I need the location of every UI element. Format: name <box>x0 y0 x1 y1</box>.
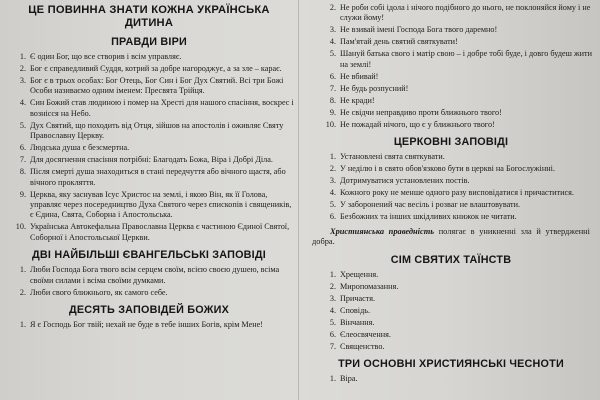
item-text: Не роби собі ідола і нічого подібного до нього, не поклоняйся йому і не служи йому! <box>340 3 591 23</box>
item-number: 9 . <box>10 190 26 200</box>
list-item <box>4 98 294 119</box>
item-text: У неділю і в свято обов'язково бути в церкві на Богослужінні. <box>340 164 555 174</box>
list-item <box>306 164 596 174</box>
list-item <box>4 155 294 165</box>
item-number: 2 . <box>10 64 26 74</box>
list-item <box>4 288 294 298</box>
list-item <box>306 374 596 384</box>
item-text: Віра. <box>340 374 358 384</box>
item-number: 1 . <box>320 270 336 280</box>
item-text: Не пожадай нічого, що є у ближнього твого! <box>340 119 495 129</box>
righteousness-text: полягає в уникненні зла й утвердженні добра. <box>312 226 590 247</box>
list-item <box>4 52 294 62</box>
item-text: Безбожних та інших шкідливих книжок не читати. <box>340 212 517 222</box>
item-number: 2 . <box>10 288 26 298</box>
list-item <box>4 167 294 188</box>
section-title-sacraments: СІМ СВЯТИХ ТАЇНСТВ <box>390 253 512 266</box>
item-text: Українська Автокефальна Православна Церква є частиною Єдиної Святої, Соборної і Апостольської Церкви. <box>30 222 290 242</box>
item-text: Дух Святий, що походить від Отця, зійшов на апостолів і оживляє Святу Православну Церкву. <box>30 120 284 141</box>
item-number: 10 . <box>320 120 336 130</box>
list-item <box>306 282 596 292</box>
item-text: Не будь розпусний! <box>340 83 409 93</box>
item-number: 8 . <box>320 96 336 106</box>
item-number: 4 . <box>10 98 26 108</box>
item-text: Не вбивай! <box>340 71 379 81</box>
item-number: 1 . <box>320 374 336 384</box>
item-number: 2 . <box>320 3 336 13</box>
item-number: 5 . <box>320 49 336 59</box>
item-number: 7 . <box>320 342 336 352</box>
item-number: 3 . <box>320 176 336 186</box>
item-number: 1 . <box>10 52 26 62</box>
document-title: ЦЕ ПОВИННА ЗНАТИ КОЖНА УКРАЇНСЬКА ДИТИНА <box>28 4 270 29</box>
item-text: Пам'ятай день святий святкувати! <box>340 37 458 47</box>
item-text: Не кради! <box>340 95 375 105</box>
item-text: Єлеосвячення. <box>340 329 391 339</box>
item-text: Шануй батька свого і матір свою – і добре тобі буде, і довго будеш жити на землі! <box>340 49 592 69</box>
list-item <box>306 306 596 316</box>
item-number: 5 . <box>10 121 26 131</box>
list-item <box>306 25 596 35</box>
list-item <box>306 330 596 340</box>
item-number: 6 . <box>10 143 26 153</box>
list-item <box>306 176 596 186</box>
sacraments-list <box>306 270 596 352</box>
item-text: Для досягнення спасіння потрібні: Благодать Божа, Віра і Добрі Діла. <box>30 155 273 165</box>
item-text: Хрещення. <box>340 269 379 279</box>
section-title-church: ЦЕРКОВНІ ЗАПОВІДІ <box>393 136 509 149</box>
item-text: Не свідчи неправдиво проти ближнього твого! <box>340 107 502 117</box>
section-title-faith: ПРАВДИ ВІРИ <box>111 36 187 48</box>
item-text: Не взивай імені Господа Бога твого даремно! <box>340 25 498 35</box>
list-item <box>4 76 294 97</box>
list-item <box>4 190 294 221</box>
item-number: 4 . <box>320 306 336 316</box>
left-column <box>4 0 294 400</box>
item-number: 7 . <box>320 84 336 94</box>
item-text: Дотримуватися установлених постів. <box>340 176 470 186</box>
item-number: 6 . <box>320 212 336 222</box>
item-number: 2 . <box>320 164 336 174</box>
item-number: 1 . <box>10 320 26 330</box>
item-text: Син Божий став людиною і помер на Хресті для нашого спасіння, воскрес і вознісся на Небо. <box>30 98 294 118</box>
list-item <box>306 270 596 280</box>
item-text: Бог є справедливий Суддя, котрий за добре нагороджує, а за зле – карає. <box>30 64 282 73</box>
list-item <box>306 84 596 94</box>
item-text: Миропомазання. <box>340 281 399 291</box>
item-text: Вінчання. <box>340 317 375 327</box>
list-item <box>306 212 596 222</box>
item-text: Я є Господь Бог твій; нехай не буде в тебе інших Богів, крім Мене! <box>30 320 263 330</box>
section-title-virtues: ТРИ ОСНОВНІ ХРИСТИЯНСЬКІ ЧЕСНОТИ <box>338 358 564 371</box>
item-number: 1 . <box>10 265 26 275</box>
faith-list <box>4 52 294 243</box>
item-number: 7 . <box>10 155 26 165</box>
item-text: Сповідь. <box>340 305 371 315</box>
list-item <box>4 320 294 330</box>
item-number: 4 . <box>320 188 336 198</box>
list-item <box>306 72 596 82</box>
ten-commandments-list-cont <box>306 3 596 130</box>
item-text: Причастя. <box>340 293 376 303</box>
item-text: У заборонений час весіль і розваг не влаштовувати. <box>340 200 521 210</box>
list-item <box>306 96 596 106</box>
item-text: Церква, яку заснував Ісус Христос на землі, і якою Він, як її Голова, управляє через посередництво Духа Святого через єпископів і священиків, є Єдина, Свята, Соборна і Апостольська. <box>30 189 292 220</box>
church-commandments-list <box>306 152 596 222</box>
list-item <box>4 222 294 243</box>
list-item <box>306 108 596 118</box>
list-item <box>4 143 294 153</box>
list-item <box>4 121 294 142</box>
ten-commandments-list-start <box>4 320 294 330</box>
list-item <box>306 120 596 130</box>
item-text: Людська душа є безсмертна. <box>30 143 130 153</box>
righteousness-note <box>312 227 590 248</box>
list-item <box>306 152 596 162</box>
item-text: Кожного року не менше одного разу висповідатися і причаститися. <box>340 188 574 198</box>
column-divider <box>298 0 299 400</box>
item-number: 6 . <box>320 72 336 82</box>
list-item <box>306 37 596 47</box>
list-item <box>306 188 596 198</box>
right-column <box>306 0 596 400</box>
gospel-list <box>4 265 294 298</box>
item-number: 5 . <box>320 318 336 328</box>
list-item <box>306 342 596 352</box>
list-item <box>306 294 596 304</box>
item-number: 3 . <box>320 25 336 35</box>
section-title-ten-commandments: ДЕСЯТЬ ЗАПОВІДЕЙ БОЖИХ <box>69 304 229 317</box>
list-item <box>306 200 596 210</box>
item-number: 1 . <box>320 152 336 162</box>
list-item <box>4 64 294 74</box>
item-text: Священство. <box>340 341 385 351</box>
item-number: 6 . <box>320 330 336 340</box>
item-text: Бог є в трьох особах: Бог Отець, Бог Син і Бог Дух Святий. Всі три Божі Особи називаємо одним іменем: Пресвята Трійця. <box>30 76 284 96</box>
righteousness-term: Християнська праведність <box>330 226 435 236</box>
item-text: Після смерті душа знаходиться в стані передчуття або вічного щастя, або вічного прокляття. <box>30 167 286 187</box>
item-number: 3 . <box>10 76 26 86</box>
item-number: 3 . <box>320 294 336 304</box>
item-number: 8 . <box>10 167 26 177</box>
item-number: 10 . <box>10 222 26 232</box>
item-text: Установлені свята святкувати. <box>340 152 445 162</box>
section-title-gospel: ДВІ НАЙБІЛЬШІ ЄВАНГЕЛЬСЬКІ ЗАПОВІДІ <box>32 249 266 262</box>
list-item <box>306 318 596 328</box>
item-text: Є один Бог, що все створив і всім управляє. <box>30 52 182 61</box>
item-text: Люби свого ближнього, як самого себе. <box>30 287 168 297</box>
item-number: 2 . <box>320 282 336 292</box>
list-item <box>4 265 294 286</box>
list-item <box>306 49 596 70</box>
item-number: 4 . <box>320 37 336 47</box>
list-item <box>306 3 596 24</box>
item-text: Люби Господа Бога твого всім серцем своїм, всією своєю душею, всіма своїми силами і всіма своїми думками. <box>30 265 280 285</box>
item-number: 9 . <box>320 108 336 118</box>
virtues-list <box>306 374 596 384</box>
item-number: 5 . <box>320 200 336 210</box>
